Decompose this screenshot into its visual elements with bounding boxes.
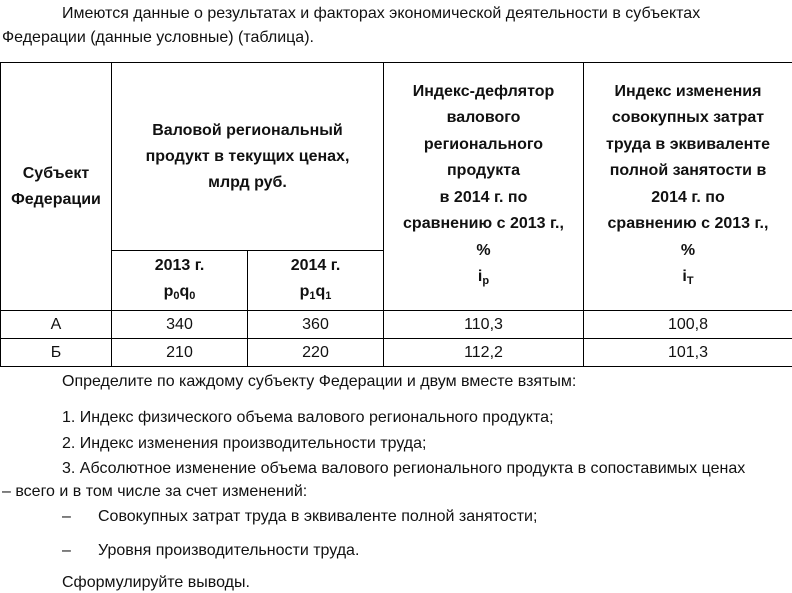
header-deflator-line: валового	[384, 105, 583, 132]
header-deflator-line: регионального	[384, 132, 583, 159]
conclusion: Сформулируйте выводы.	[62, 573, 250, 593]
symbol-letter: q	[180, 283, 190, 300]
symbol-letter: p	[300, 283, 310, 300]
header-labor-line: совокупных затрат	[584, 105, 792, 132]
header-labor-line: труда в эквиваленте	[584, 132, 792, 159]
cell-grp2014: 220	[248, 339, 384, 367]
header-labor-line: полной занятости в	[584, 158, 792, 185]
header-deflator-line: сравнению с 2013 г.,	[384, 211, 583, 238]
header-2014	[248, 251, 384, 311]
symbol-letter: i	[478, 268, 482, 285]
year-label: 2013 г.	[112, 253, 247, 279]
year-label: 2014 г.	[248, 253, 383, 279]
dash-bullet: –	[62, 507, 71, 527]
symbol-p1q1	[248, 279, 383, 309]
header-grp-line: млрд руб.	[112, 170, 383, 196]
symbol-letter: i	[682, 268, 686, 285]
symbol-subscript: 1	[325, 290, 331, 302]
header-deflator-line: %	[384, 238, 583, 265]
header-deflator-line: продукта	[384, 158, 583, 185]
header-grp-line: Валовой региональный	[112, 118, 383, 144]
cell-grp2013: 340	[112, 311, 248, 339]
header-subject-line: Федерации	[1, 187, 111, 213]
cell-subject: А	[1, 311, 112, 339]
intro-line-2: Федерации (данные условные) (таблица).	[2, 28, 314, 48]
task-item-3-line-2: – всего и в том числе за счет изменений:	[2, 482, 307, 502]
symbol-it	[584, 264, 792, 295]
cell-subject: Б	[1, 339, 112, 367]
task-sub-2: Уровня производительности труда.	[98, 541, 359, 561]
header-labor	[584, 63, 792, 311]
cell-it: 100,8	[584, 311, 792, 339]
cell-it: 101,3	[584, 339, 792, 367]
header-deflator-line: в 2014 г. по	[384, 185, 583, 212]
cell-grp2013: 210	[112, 339, 248, 367]
header-labor-line: 2014 г. по	[584, 185, 792, 212]
task-item-3-line-1: 3. Абсолютное изменение объема валового регионального продукта в сопоставимых ценах	[62, 459, 745, 479]
symbol-p0q0	[112, 279, 247, 309]
symbol-ip	[384, 264, 583, 295]
header-labor-line: Индекс изменения	[584, 79, 792, 106]
symbol-subscript: 0	[173, 290, 179, 302]
header-labor-line: %	[584, 238, 792, 265]
task-sub-1: Совокупных затрат труда в эквиваленте полной занятости;	[98, 507, 537, 527]
task-item-1: 1. Индекс физического объема валового регионального продукта;	[62, 408, 554, 428]
header-labor-line: сравнению с 2013 г.,	[584, 211, 792, 238]
symbol-subscript: T	[687, 275, 694, 287]
symbol-subscript: 1	[309, 290, 315, 302]
symbol-subscript: p	[482, 275, 489, 287]
data-table	[0, 62, 792, 367]
cell-grp2014: 360	[248, 311, 384, 339]
header-2013	[112, 251, 248, 311]
intro-line-1: Имеются данные о результатах и факторах экономической деятельности в субъектах	[62, 4, 700, 24]
header-subject	[1, 63, 112, 311]
cell-ip: 112,2	[384, 339, 584, 367]
task-item-2: 2. Индекс изменения производительности труда;	[62, 434, 426, 454]
cell-ip: 110,3	[384, 311, 584, 339]
header-subject-line: Субъект	[1, 161, 111, 187]
symbol-letter: q	[316, 283, 326, 300]
header-grp-line: продукт в текущих ценах,	[112, 144, 383, 170]
header-deflator-line: Индекс-дефлятор	[384, 79, 583, 106]
symbol-subscript: 0	[189, 290, 195, 302]
symbol-letter: p	[164, 283, 174, 300]
header-grp	[112, 63, 384, 251]
task-heading: Определите по каждому субъекту Федерации и двум вместе взятым:	[62, 372, 576, 392]
dash-bullet: –	[62, 541, 71, 561]
header-deflator	[384, 63, 584, 311]
